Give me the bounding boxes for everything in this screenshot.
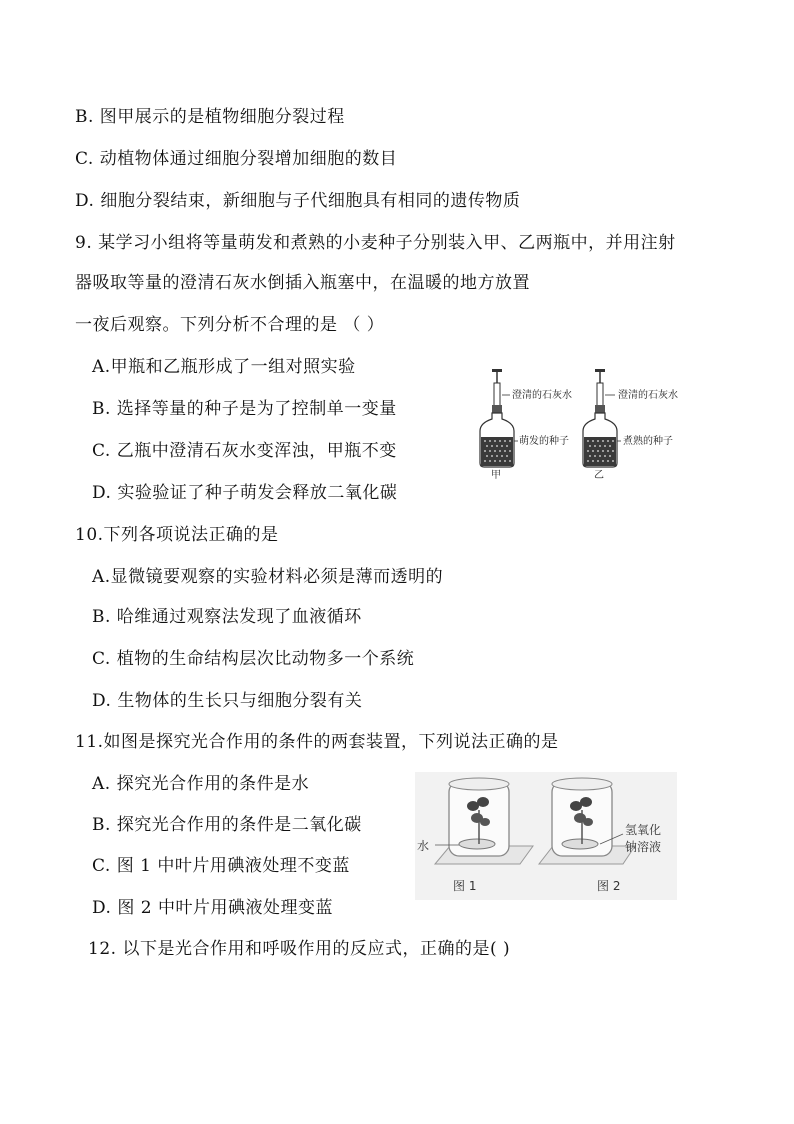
q9-stem-line-3: 一夜后观察。下列分析不合理的是 （ ）	[75, 315, 385, 335]
q9-stem-line-1: 9. 某学习小组将等量萌发和煮熟的小麦种子分别装入甲、乙两瓶中，并用注射	[75, 233, 676, 253]
q11-belljar-figure	[415, 772, 677, 900]
q12-stem: 12. 以下是光合作用和呼吸作用的反应式，正确的是( )	[88, 939, 511, 959]
label-boiled-seeds: 煮熟的种子	[623, 436, 673, 447]
q11-option-d: D. 图 2 中叶片用碘液处理变蓝	[92, 898, 333, 918]
q10-option-d: D. 生物体的生长只与细胞分裂有关	[92, 691, 363, 711]
label-bottle-yi: 乙	[594, 470, 604, 480]
q10-option-a: A.显微镜要观察的实验材料必须是薄而透明的	[92, 567, 444, 587]
label-naoh-line-1: 氢氧化	[625, 823, 662, 837]
label-limewater-right: 澄清的石灰水	[618, 390, 678, 401]
label-naoh-line-2: 钠溶液	[625, 840, 662, 854]
q11-option-b: B. 探究光合作用的条件是二氧化碳	[92, 815, 362, 835]
q9-bottle-figure	[470, 365, 700, 480]
bottle-jia	[480, 369, 518, 467]
caption-fig-1: 图 1	[453, 879, 477, 893]
label-bottle-jia: 甲	[491, 470, 501, 480]
q9-option-d: D. 实验验证了种子萌发会释放二氧化碳	[92, 483, 398, 503]
q10-option-b: B. 哈维通过观察法发现了血液循环	[92, 607, 362, 627]
q8-option-b: B. 图甲展示的是植物细胞分裂过程	[75, 107, 345, 127]
belljar-1	[449, 778, 509, 856]
q9-option-c: C. 乙瓶中澄清石灰水变浑浊，甲瓶不变	[92, 441, 397, 461]
q10-stem: 10.下列各项说法正确的是	[75, 525, 279, 545]
q10-option-c: C. 植物的生命结构层次比动物多一个系统	[92, 649, 415, 669]
label-limewater-left: 澄清的石灰水	[512, 390, 572, 401]
bottle-yi	[583, 369, 621, 467]
caption-fig-2: 图 2	[597, 879, 621, 893]
q9-option-b: B. 选择等量的种子是为了控制单一变量	[92, 399, 397, 419]
q9-stem-line-2: 器吸取等量的澄清石灰水倒插入瓶塞中，在温暖的地方放置	[75, 273, 530, 293]
q8-option-d: D. 细胞分裂结束，新细胞与子代细胞具有相同的遗传物质	[75, 191, 521, 211]
label-germinating-seeds: 萌发的种子	[519, 436, 569, 447]
q11-stem: 11.如图是探究光合作用的条件的两套装置，下列说法正确的是	[75, 732, 559, 752]
q11-option-a: A. 探究光合作用的条件是水	[92, 774, 310, 794]
label-water: 水	[417, 839, 430, 853]
q9-option-a: A.甲瓶和乙瓶形成了一组对照实验	[92, 357, 356, 377]
q8-option-c: C. 动植物体通过细胞分裂增加细胞的数目	[75, 149, 398, 169]
belljar-2	[552, 778, 612, 856]
q11-option-c: C. 图 1 中叶片用碘液处理不变蓝	[92, 856, 350, 876]
